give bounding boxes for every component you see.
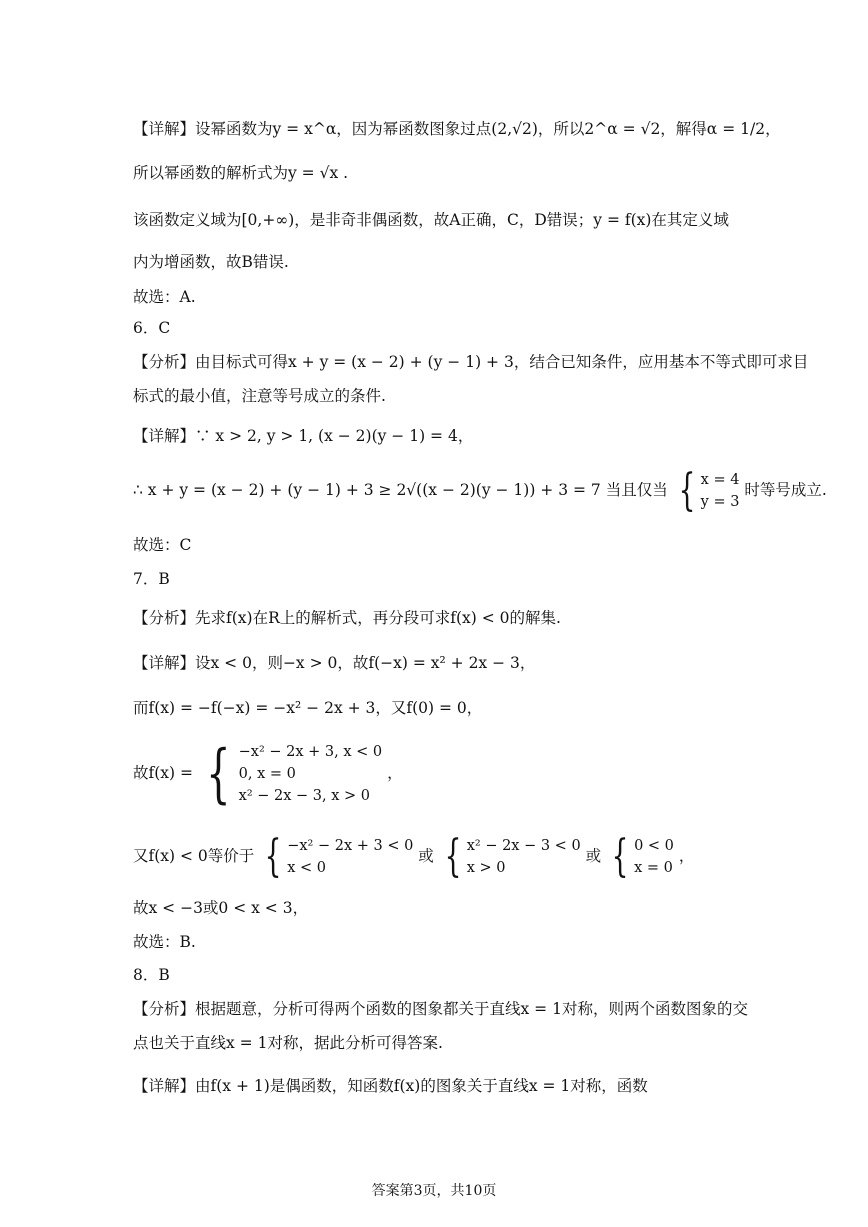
case-row: x < 0	[287, 860, 326, 876]
case-row: 0, x = 0	[238, 766, 296, 782]
text-line: 【分析】由目标式可得x + y = (x − 2) + (y − 1) + 3，结合已知条件，应用基本不等式即可求目	[133, 353, 809, 371]
formula-text: ∴ x + y = (x − 2) + (y − 1) + 3 ≥ 2√((x − 2)(y − 1)) + 3 = 7 当且仅当	[133, 481, 668, 499]
condition-cases	[287, 835, 413, 879]
text-line: 【分析】根据题意，分析可得两个函数的图象都关于直线x = 1对称，则两个函数图象的交	[133, 1000, 748, 1018]
text-line: 点也关于直线x = 1对称，据此分析可得答案.	[133, 1034, 443, 1052]
case-row: x = 4	[700, 472, 740, 488]
question-number: 8．B	[133, 966, 170, 984]
formula-text: 故f(x) =	[133, 764, 193, 782]
question-number: 6．C	[133, 319, 171, 337]
text-line: 内为增函数，故B错误.	[133, 253, 289, 271]
question-number: 7．B	[133, 570, 170, 588]
condition-cases	[634, 835, 674, 879]
brace-icon: {	[444, 831, 462, 882]
case-row: x² − 2x − 3 < 0	[466, 838, 581, 854]
text-line: 故选：B.	[133, 933, 196, 951]
text-line: 【详解】设幂函数为y = x^α，因为幂函数图象过点(2,√2)，所以2^α = √2，解得α = 1/2，	[133, 120, 781, 138]
equivalence-line	[133, 831, 758, 882]
text-line: 标式的最小值，注意等号成立的条件.	[133, 387, 386, 405]
brace-icon: {	[611, 831, 629, 882]
brace-icon: {	[206, 737, 231, 811]
text-line: 【详解】设x < 0，则−x > 0，故f(−x) = x² + 2x − 3，	[133, 654, 536, 672]
text-line: 故选：A.	[133, 288, 196, 306]
condition-cases	[701, 469, 740, 513]
formula-text: 时等号成立.	[744, 481, 827, 499]
brace-icon: {	[678, 465, 696, 516]
piecewise-line	[133, 737, 758, 811]
brace-icon: {	[264, 831, 282, 882]
text-line: 【分析】先求f(x)在R上的解析式，再分段可求f(x) < 0的解集.	[133, 609, 561, 627]
piecewise-cases	[239, 741, 383, 807]
case-row: 0 < 0	[634, 838, 674, 854]
formula-text: 或	[418, 847, 434, 865]
text-line: 【详解】由f(x + 1)是偶函数，知函数f(x)的图象关于直线x = 1对称，函数	[133, 1077, 648, 1095]
text-line: 【详解】∵ x > 2, y > 1, (x − 2)(y − 1) = 4，	[133, 427, 474, 445]
formula-text: 又f(x) < 0等价于	[133, 847, 255, 865]
case-row: x = 0	[634, 860, 673, 876]
case-row: x² − 2x − 3, x > 0	[238, 788, 370, 804]
text-line: 而f(x) = −f(−x) = −x² − 2x + 3，又f(0) = 0，	[133, 699, 483, 717]
text-line: 该函数定义域为[0,+∞)，是非奇非偶函数，故A正确，C，D错误；y = f(x)在其定义域	[133, 211, 729, 229]
formula-text: 或	[585, 847, 602, 865]
text-line: 所以幂函数的解析式为y = √x .	[133, 164, 349, 182]
formula-text: ，	[678, 847, 695, 865]
text-line: 故选：C	[133, 536, 192, 554]
formula-text: ，	[387, 764, 403, 782]
case-row: x > 0	[466, 860, 506, 876]
case-row: −x² − 2x + 3, x < 0	[238, 744, 383, 760]
condition-cases	[467, 835, 581, 879]
case-row: −x² − 2x + 3 < 0	[287, 838, 414, 854]
case-row: y = 3	[700, 494, 740, 510]
page-footer: 答案第3页，共10页	[371, 1183, 497, 1199]
formula-line	[133, 465, 827, 516]
text-line: 故x < −3或0 < x < 3，	[133, 899, 309, 917]
